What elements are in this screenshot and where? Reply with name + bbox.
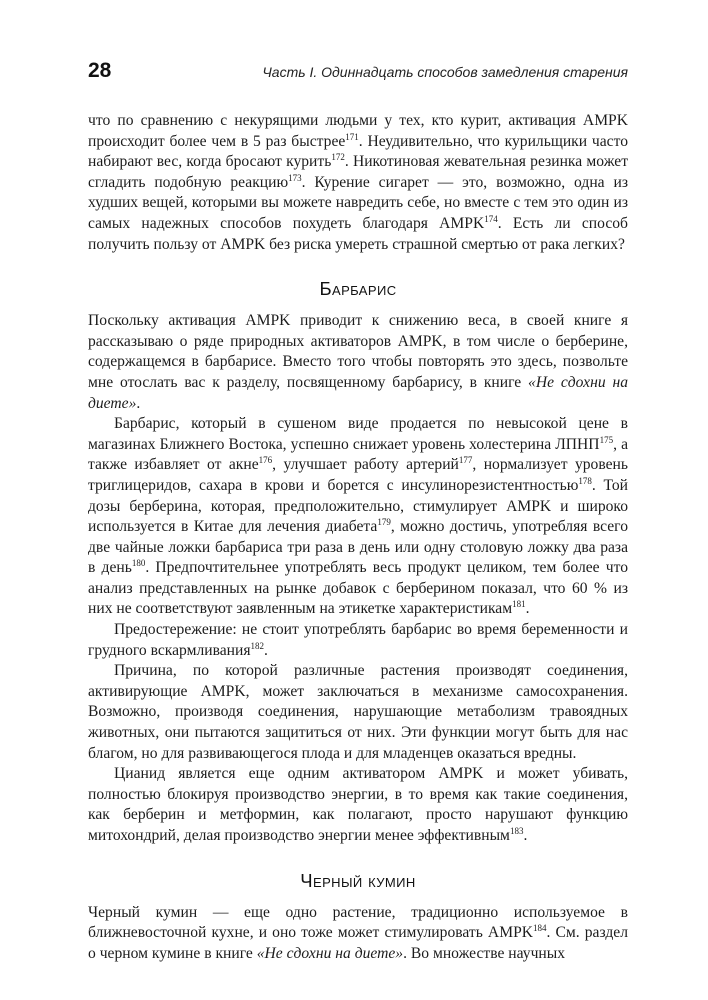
text: . См. раздел о черном кумине в книге	[88, 924, 628, 962]
text: . Курение сигарет — это, возможно, одна из худших вещей, которыми вы можете навредить себе, но вместе с тем это один из самых надежных способов похудеть благодаря AMPK	[88, 173, 628, 232]
text: , а также избавляет от акне	[88, 435, 628, 474]
text: . Есть ли способ получить пользу от AMPK без риска умереть страшной смертью от рака легких?	[88, 214, 628, 253]
footnote-ref: 182	[250, 640, 265, 651]
paragraph	[88, 764, 628, 846]
book-title: «Не сдохни на диете»	[256, 944, 404, 962]
page-body	[88, 111, 628, 964]
running-head: Часть I. Одиннадцать способов замедления старения	[262, 64, 628, 80]
paragraph	[88, 414, 628, 620]
text: .	[264, 641, 268, 659]
footnote-ref: 180	[131, 558, 146, 569]
footnote-ref: 179	[377, 517, 391, 528]
text: , нормализует уровень триглицеридов, сахара в крови и борется с инсулинорезистентностью	[88, 456, 628, 494]
text: Барбарис, который в сушеном виде продается по невысокой цене в магазинах Ближнего Востока, успешно снижает уровень холестерина ЛПНП	[88, 415, 628, 453]
text: . Во множестве научных	[403, 944, 566, 962]
footnote-ref: 184	[533, 923, 547, 934]
text: Причина, по которой различные растения производят соединения, активирующие AMPK, может заключаться в механизме самосохранения. Возможно, производя соединения, нарушающие метаболизм травоядных животных, они пытаются защититься от них. Эти функции могут быть для нас благом, но для развивающегося плода и для младенцев оказаться вредны.	[88, 662, 628, 762]
text: . Неудивительно, что курильщики часто набирают вес, когда бросают курить	[88, 132, 628, 171]
footnote-ref: 177	[458, 455, 473, 466]
text: , улучшает работу артерий	[272, 456, 459, 474]
text: . Никотиновая жевательная резинка может сгладить подобную реакцию	[88, 153, 629, 191]
text: Поскольку активация AMPK приводит к снижению веса, в своей книге я рассказываю о ряде природных активаторов AMPK, в том числе о берберине, содержащемся в барбарисе. Вместо того чтобы повторять это здесь, позвольте мне отослать вас к разделу, посвященному барбарису, в книге	[88, 312, 628, 391]
footnote-ref: 174	[484, 213, 498, 224]
paragraph	[88, 620, 628, 661]
footnote-ref: 176	[258, 455, 273, 466]
text: .	[523, 827, 528, 844]
footnote-ref: 183	[509, 826, 524, 836]
footnote-ref: 173	[288, 172, 302, 183]
text: что по сравнению с некурящими людьми у тех, кто курит, активация AMPK происходит более чем в 5 раз быстрее	[88, 112, 628, 150]
footnote-ref: 172	[331, 152, 345, 163]
text: , можно достичь, употребляя всего две чайные ложки барбариса три раза в день или одну столовую ложку два раза в день	[88, 518, 628, 577]
footnote-ref: 171	[345, 131, 359, 142]
section-heading-black-cumin: Черный кумин	[300, 869, 416, 891]
paragraph	[88, 903, 628, 965]
text: Цианид является еще одним активатором AMPK и может убивать, полностью блокируя производство энергии, в то время как такие соединения, как берберин и метформин, как полагают, просто нарушают функцию митохондрий, делая производство энергии менее эффективным	[88, 765, 628, 844]
footnote-ref: 175	[599, 434, 614, 445]
text: .	[136, 394, 141, 412]
text: . Той дозы берберина, которая, предположительно, стимулирует AMPK и широко используется в Китае для лечения диабета	[88, 476, 628, 536]
footnote-ref: 181	[512, 599, 526, 610]
section-heading-barberry: Барбарис	[319, 278, 397, 300]
paragraph	[88, 661, 628, 764]
page-number: 28	[88, 59, 112, 82]
page-header	[88, 59, 628, 83]
paragraph-continuation	[88, 111, 628, 255]
text: .	[525, 600, 530, 618]
book-title: «Не сдохни на диете»	[88, 373, 629, 412]
footnote-ref: 178	[578, 475, 592, 486]
text: Черный кумин — еще одно растение, традиционно используемое в ближневосточной кухне, и оно тоже может стимулировать AMPK	[88, 903, 628, 942]
text: . Предпочтительнее употреблять весь продукт целиком, тем более что анализ представленных на рынке добавок с берберином показал, что 60 % из них не соответствуют заявленным на этикетке характеристикам	[88, 559, 628, 618]
text: Предостережение: не стоит употреблять барбарис во время беременности и грудного вскармливания	[88, 621, 628, 659]
paragraph	[88, 311, 628, 414]
